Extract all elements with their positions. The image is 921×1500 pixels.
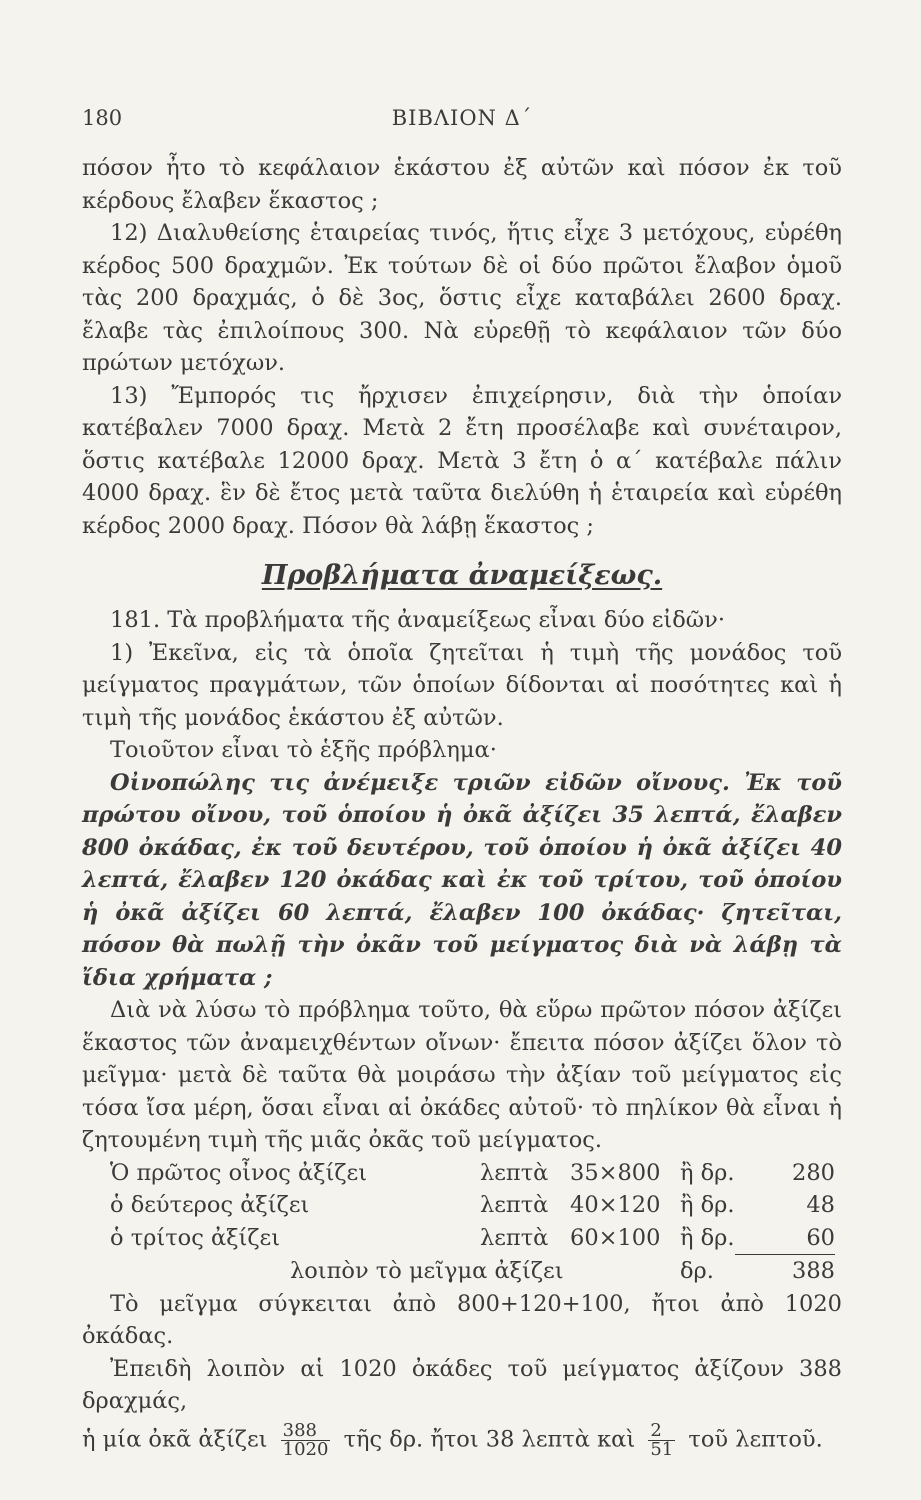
calc-equals: ἢ δρ. (680, 1159, 735, 1186)
calc-total-value: 388 (792, 1258, 835, 1284)
calc-expression: 35×800 (570, 1159, 661, 1186)
paragraph-intro: πόσον ἦτο τὸ κεφάλαιον ἑκάστου ἐξ αὐτῶν καὶ πόσον ἐκ τοῦ κέρδους ἔλαβεν ἕκαστος ; (82, 155, 842, 214)
page-number: 180 (82, 106, 123, 130)
paragraph-problem-12: 12) Διαλυθείσης ἑταιρείας τινός, ἥτις εἶχε 3 μετόχους, εὑρέθη κέρδος 500 δραχμῶν. Ἐκ τούτων δὲ οἱ δύο πρῶτοι ἔλαβον ὁμοῦ τὰς 200 δραχμάς, ὁ δὲ 3ος, ὅστις εἶχε καταβάλει 2600 δραχ. ἔλαβε τὰς ἐπιλοίπους 300. Νὰ εὑρεθῇ τὸ κεφάλαιον τῶν δύο πρώτων μετόχων. (82, 220, 842, 376)
fraction-denominator: 1020 (282, 1438, 329, 1460)
calc-value: 48 (806, 1192, 835, 1218)
calc-row (110, 1157, 835, 1190)
calc-total-row (110, 1255, 835, 1288)
paragraph-result (82, 1419, 842, 1460)
paragraph-since: Ἐπειδὴ λοιπὸν αἱ 1020 ὀκάδες τοῦ μείγματος ἀξίζουν 388 δραχμάς, (82, 1355, 842, 1414)
fraction-numerator: 388 (281, 1422, 331, 1441)
paragraph-mixture: Τὸ μεῖγμα σύγκειται ἀπὸ 800+120+100, ἤτοι ἀπὸ 1020 ὀκάδας. (82, 1290, 842, 1349)
result-text-c: τοῦ λεπτοῦ. (688, 1426, 823, 1452)
calc-row (110, 1222, 835, 1255)
calculation-table (110, 1157, 835, 1288)
calc-equals: ἢ δρ. (680, 1192, 735, 1218)
paragraph-solution: Διὰ νὰ λύσω τὸ πρόβλημα τοῦτο, θὰ εὕρω πρῶτον πόσον ἀξίζει ἕκαστος τῶν ἀναμειχθέντων οἴνων· ἔπειτα πόσον ἀξίζει ὅλον τὸ μεῖγμα· μετὰ δὲ ταῦτα θὰ μοιράσω τὴν ἀξίαν τοῦ μείγματος εἰς τόσα ἴσα μέρη, ὅσαι εἶναι αἱ ὀκάδες αὐτοῦ· τὸ πηλίκον θὰ εἶναι ἡ ζητουμένη τιμὴ τῆς μιᾶς ὀκᾶς τοῦ μείγματος. (82, 997, 842, 1153)
calc-label: ὁ δεύτερος ἀξίζει (110, 1192, 310, 1218)
calc-equals: ἢ δρ. (680, 1225, 735, 1251)
paragraph-181: 181. Τὰ προβλήματα τῆς ἀναμείξεως εἶναι δύο εἰδῶν· (110, 607, 725, 633)
calc-unit: λεπτὰ (480, 1159, 549, 1186)
result-text-a: ἡ μία ὀκᾶ ἀξίζει (82, 1426, 268, 1452)
calc-value: 280 (792, 1159, 835, 1186)
calc-unit: λεπτὰ (480, 1192, 549, 1218)
calc-label: Ὁ πρῶτος οἶνος ἀξίζει (110, 1159, 368, 1186)
calc-row (110, 1189, 835, 1222)
paragraph-181-case-1: 1) Ἐκεῖνα, εἰς τὰ ὁποῖα ζητεῖται ἡ τιμὴ τῆς μονάδος τοῦ μείγματος πραγμάτων, τῶν ὁποίων δίδονται αἱ ποσότητες καὶ ἡ τιμὴ τῆς μονάδος ἑκάστου ἐξ αὐτῶν. (82, 639, 842, 731)
calc-expression: 60×100 (570, 1225, 661, 1251)
paragraph-problem-13: 13) Ἔμπορός τις ἤρχισεν ἐπιχείρησιν, διὰ τὴν ὁποίαν κατέβαλεν 7000 δραχ. Μετὰ 2 ἔτη προσέλαβε καὶ συνέταιρον, ὅστις κατέβαλε 12000 δραχ. Μετὰ 3 ἔτη ὁ α΄ κατέβαλε πάλιν 4000 δραχ. ἓν δὲ ἔτος μετὰ ταῦτα διελύθη ἡ ἑταιρεία καὶ εὑρέθη κέρδος 2000 δραχ. Πόσον θὰ λάβῃ ἕκαστος ; (82, 382, 842, 539)
paragraph-example-intro: Τοιοῦτον εἶναι τὸ ἑξῆς πρόβλημα· (110, 737, 497, 763)
calc-unit: λεπτὰ (480, 1225, 549, 1251)
calc-label: ὁ τρίτος ἀξίζει (110, 1225, 281, 1251)
calc-total-label: λοιπὸν τὸ μεῖγμα ἀξίζει (290, 1258, 564, 1284)
fraction-denominator: 51 (650, 1438, 674, 1460)
section-title: Προβλήματα ἀναμείξεως. (261, 560, 663, 591)
fraction-2-51 (648, 1419, 675, 1460)
body-text (82, 152, 842, 1459)
result-text-b: τῆς δρ. ἤτοι 38 λεπτὰ καὶ (343, 1426, 636, 1452)
paragraph-wine-problem: Οἰνοπώλης τις ἀνέμειξε τριῶν εἰδῶν οἴνους. Ἐκ τοῦ πρώτου οἴνου, τοῦ ὁποίου ἡ ὀκᾶ ἀξίζει 35 λεπτά, ἔλαβεν 800 ὀκάδας, ἐκ τοῦ δευτέρου, τοῦ ὁποίου ἡ ὀκᾶ ἀξίζει 40 λεπτά, ἔλαβεν 120 ὀκάδας καὶ ἐκ τοῦ τρίτου, τοῦ ὁποίου ἡ ὀκᾶ ἀξίζει 60 λεπτά, ἔλαβεν 100 ὀκάδας· ζητεῖται, πόσον θὰ πωλῇ τὴν ὀκᾶν τοῦ μείγματος διὰ νὰ λάβῃ τὰ ἴδια χρήματα ; (82, 769, 842, 991)
fraction-numerator: 2 (648, 1422, 675, 1441)
calc-value: 60 (735, 1222, 835, 1255)
page-header (82, 106, 842, 146)
calc-expression: 40×120 (570, 1192, 661, 1218)
fraction-388-1020 (281, 1419, 331, 1460)
calc-total-equals: δρ. (680, 1258, 714, 1284)
running-head: ΒΙΒΛΙΟΝ Δ΄ (391, 106, 533, 130)
